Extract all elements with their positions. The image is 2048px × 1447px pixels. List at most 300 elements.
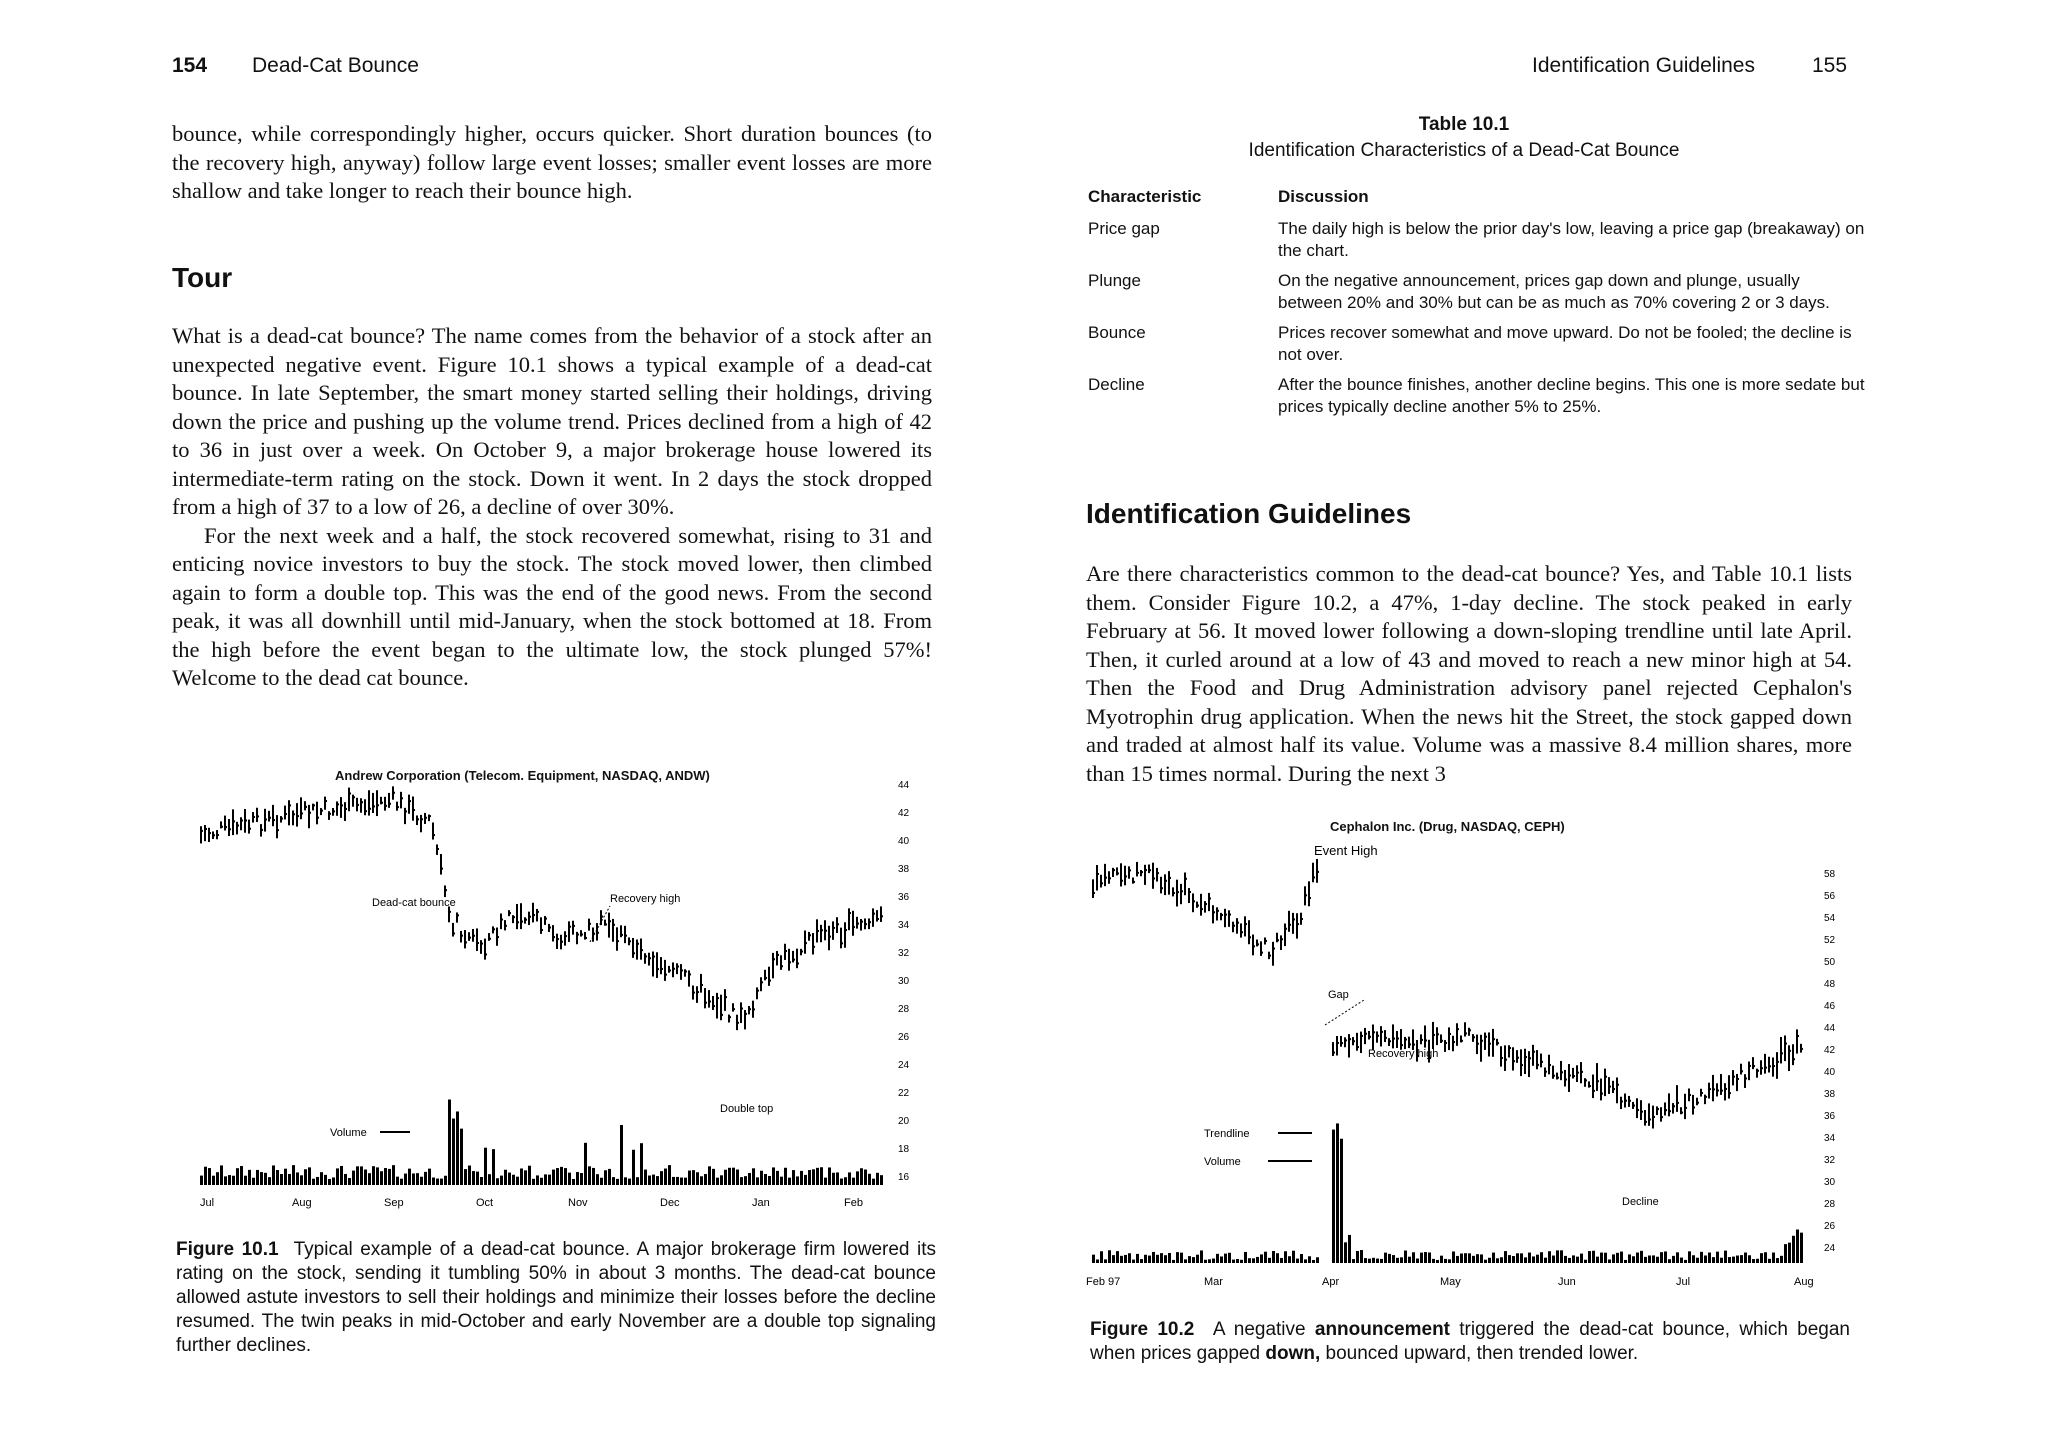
volume-bar bbox=[368, 1173, 371, 1185]
price-close-tick bbox=[1128, 869, 1131, 871]
price-close-tick bbox=[1092, 892, 1095, 894]
price-close-tick bbox=[296, 815, 299, 817]
price-bar bbox=[1636, 1098, 1638, 1118]
price-bar bbox=[348, 788, 350, 812]
volume-bar bbox=[1248, 1258, 1251, 1263]
price-bar bbox=[1568, 1064, 1570, 1092]
price-close-tick bbox=[1332, 1052, 1335, 1054]
table-cell-characteristic: Bounce bbox=[1088, 323, 1146, 342]
price-close-tick bbox=[1552, 1075, 1555, 1077]
price-close-tick bbox=[1164, 880, 1167, 882]
price-close-tick bbox=[416, 818, 419, 820]
price-close-tick bbox=[1596, 1080, 1599, 1082]
price-bar bbox=[652, 952, 654, 977]
volume-bar bbox=[1264, 1252, 1267, 1263]
volume-bar bbox=[1516, 1253, 1519, 1263]
price-bar bbox=[664, 960, 666, 981]
price-bar bbox=[1220, 913, 1222, 920]
price-bar bbox=[744, 1010, 746, 1029]
price-close-tick bbox=[1136, 872, 1139, 874]
volume-bar bbox=[740, 1177, 743, 1185]
volume-bar bbox=[1448, 1259, 1451, 1263]
price-bar bbox=[680, 964, 682, 980]
volume-bar bbox=[496, 1178, 499, 1185]
price-bar bbox=[292, 810, 294, 825]
annotation-event-high-label: Event High bbox=[1314, 843, 1378, 858]
volume-bar bbox=[232, 1176, 235, 1185]
price-close-tick bbox=[600, 916, 603, 918]
price-close-tick bbox=[404, 810, 407, 812]
volume-bar bbox=[620, 1125, 623, 1185]
price-close-tick bbox=[1112, 869, 1115, 871]
volume-bar bbox=[1356, 1251, 1359, 1263]
price-bar bbox=[1376, 1031, 1378, 1042]
volume-bar bbox=[1632, 1256, 1635, 1263]
price-bar bbox=[1184, 873, 1186, 896]
volume-bar bbox=[464, 1169, 467, 1185]
annotation-double-top-label: Double top bbox=[720, 1103, 774, 1115]
price-bar bbox=[1560, 1061, 1562, 1080]
price-bar bbox=[820, 925, 822, 942]
price-close-tick bbox=[1724, 1088, 1727, 1090]
volume-bar bbox=[708, 1166, 711, 1185]
price-bar bbox=[404, 808, 406, 824]
table-header-row bbox=[1088, 186, 1868, 218]
volume-bar bbox=[1180, 1253, 1183, 1263]
axis-tick-label: 30 bbox=[898, 976, 910, 987]
price-bar bbox=[640, 939, 642, 960]
volume-bar bbox=[1604, 1253, 1607, 1263]
price-close-tick bbox=[712, 1005, 715, 1007]
volume-bar bbox=[336, 1168, 339, 1185]
price-bar bbox=[1216, 907, 1218, 920]
price-close-tick bbox=[1716, 1090, 1719, 1092]
volume-bar bbox=[344, 1174, 347, 1185]
axis-tick-label: 26 bbox=[1824, 1221, 1836, 1232]
volume-bar bbox=[1184, 1259, 1187, 1263]
price-close-tick bbox=[1404, 1039, 1407, 1041]
price-close-tick bbox=[452, 932, 455, 934]
volume-bars bbox=[200, 1100, 883, 1185]
price-bar bbox=[1120, 863, 1122, 886]
price-close-tick bbox=[1476, 1043, 1479, 1045]
price-bar bbox=[868, 918, 870, 929]
price-bar bbox=[672, 962, 674, 977]
price-bar bbox=[760, 977, 762, 991]
price-close-tick bbox=[1632, 1105, 1635, 1107]
volume-bar bbox=[328, 1179, 331, 1185]
price-bar bbox=[1708, 1083, 1710, 1099]
price-close-tick bbox=[588, 923, 591, 925]
volume-bar bbox=[688, 1171, 691, 1185]
price-close-tick bbox=[652, 956, 655, 958]
price-close-tick bbox=[248, 828, 251, 830]
price-bar bbox=[1380, 1026, 1382, 1046]
price-close-tick bbox=[776, 954, 779, 956]
price-bar bbox=[1296, 913, 1298, 938]
price-bar bbox=[828, 926, 830, 950]
volume-bar bbox=[692, 1170, 695, 1185]
price-close-tick bbox=[1184, 878, 1187, 880]
volume-bar bbox=[532, 1179, 535, 1185]
price-close-tick bbox=[1124, 875, 1127, 877]
price-close-tick bbox=[1504, 1059, 1507, 1061]
price-close-tick bbox=[1648, 1118, 1651, 1120]
axis-tick-label: 26 bbox=[898, 1032, 910, 1043]
price-close-tick bbox=[1560, 1071, 1563, 1073]
volume-bar bbox=[412, 1173, 415, 1185]
price-close-tick bbox=[1540, 1061, 1543, 1063]
volume-bar bbox=[1784, 1244, 1787, 1263]
price-bar bbox=[1204, 901, 1206, 913]
price-close-tick bbox=[668, 969, 671, 971]
volume-bar bbox=[1772, 1253, 1775, 1263]
caption-text: triggered the dead-cat bounce, which began when prices gapped bbox=[1090, 1319, 1850, 1364]
price-close-tick bbox=[344, 808, 347, 810]
volume-bar bbox=[704, 1174, 707, 1185]
price-bar bbox=[872, 908, 874, 926]
price-close-tick bbox=[460, 935, 463, 937]
price-bar bbox=[776, 951, 778, 965]
price-bar bbox=[1400, 1029, 1402, 1050]
price-close-tick bbox=[340, 804, 343, 806]
volume-bar bbox=[680, 1178, 683, 1185]
price-close-tick bbox=[864, 923, 867, 925]
volume-bar bbox=[1300, 1254, 1303, 1263]
price-close-tick bbox=[1520, 1064, 1523, 1066]
price-bar bbox=[456, 912, 458, 922]
price-bar bbox=[296, 803, 298, 826]
price-close-tick bbox=[1768, 1065, 1771, 1067]
price-close-tick bbox=[1656, 1108, 1659, 1110]
price-close-tick bbox=[844, 929, 847, 931]
volume-bar bbox=[580, 1173, 583, 1185]
price-close-tick bbox=[560, 941, 563, 943]
volume-bar bbox=[1752, 1259, 1755, 1263]
price-close-tick bbox=[768, 980, 771, 982]
price-close-tick bbox=[656, 968, 659, 970]
price-bar bbox=[440, 854, 442, 875]
price-close-tick bbox=[1800, 1048, 1803, 1050]
table-row bbox=[1088, 374, 1868, 426]
caption-label: Figure 10.1 bbox=[176, 1239, 279, 1260]
volume-bar bbox=[660, 1171, 663, 1185]
price-close-tick bbox=[456, 914, 459, 916]
volume-bar bbox=[492, 1149, 495, 1185]
price-bar bbox=[1740, 1064, 1742, 1075]
volume-bar bbox=[440, 1179, 443, 1185]
volume-bar bbox=[1168, 1253, 1171, 1263]
axis-tick-label: 44 bbox=[898, 780, 910, 791]
price-bar bbox=[1676, 1085, 1678, 1112]
price-close-tick bbox=[1364, 1033, 1367, 1035]
volume-bar bbox=[1304, 1259, 1307, 1263]
price-close-tick bbox=[1456, 1028, 1459, 1030]
price-bar bbox=[1364, 1028, 1366, 1044]
price-close-tick bbox=[496, 936, 499, 938]
price-bar bbox=[480, 940, 482, 954]
volume-bar bbox=[1508, 1255, 1511, 1263]
price-bar bbox=[1776, 1052, 1778, 1079]
table-header-discussion: Discussion bbox=[1278, 187, 1369, 206]
price-close-tick bbox=[820, 929, 823, 931]
volume-bar bbox=[1656, 1257, 1659, 1263]
volume-bar bbox=[1244, 1252, 1247, 1263]
volume-bar bbox=[1680, 1258, 1683, 1263]
price-bar bbox=[1640, 1100, 1642, 1120]
volume-bar bbox=[1764, 1252, 1767, 1263]
volume-bar bbox=[1312, 1260, 1315, 1263]
price-bar bbox=[1212, 905, 1214, 923]
price-bar bbox=[324, 797, 326, 810]
volume-bar bbox=[456, 1111, 459, 1185]
price-close-tick bbox=[1308, 897, 1311, 899]
price-close-tick bbox=[1172, 892, 1175, 894]
volume-bar bbox=[256, 1170, 259, 1185]
price-close-tick bbox=[1148, 869, 1151, 871]
volume-bar bbox=[624, 1177, 627, 1185]
volume-bar bbox=[272, 1165, 275, 1185]
price-close-tick bbox=[1472, 1036, 1475, 1038]
price-close-tick bbox=[700, 984, 703, 986]
price-close-tick bbox=[508, 912, 511, 914]
volume-bar bbox=[1520, 1253, 1523, 1263]
volume-bar bbox=[1500, 1257, 1503, 1263]
price-close-tick bbox=[732, 1008, 735, 1010]
price-close-tick bbox=[420, 818, 423, 820]
price-bar bbox=[200, 826, 202, 843]
price-close-tick bbox=[1712, 1088, 1715, 1090]
price-close-tick bbox=[1292, 918, 1295, 920]
price-bar bbox=[1192, 893, 1194, 912]
price-close-tick bbox=[696, 991, 699, 993]
price-bar bbox=[204, 825, 206, 841]
price-close-tick bbox=[484, 953, 487, 955]
volume-bar bbox=[1464, 1253, 1467, 1263]
volume-bar bbox=[808, 1170, 811, 1185]
price-close-tick bbox=[356, 804, 359, 806]
price-bar bbox=[1656, 1106, 1658, 1115]
price-bar bbox=[1596, 1063, 1598, 1091]
price-close-tick bbox=[1664, 1109, 1667, 1111]
price-close-tick bbox=[1608, 1086, 1611, 1088]
volume-bar bbox=[1212, 1259, 1215, 1263]
price-close-tick bbox=[1736, 1078, 1739, 1080]
price-close-tick bbox=[1464, 1032, 1467, 1034]
volume-bar bbox=[1384, 1253, 1387, 1263]
volume-bar bbox=[1568, 1258, 1571, 1263]
price-bar bbox=[1672, 1103, 1674, 1113]
volume-bar bbox=[1392, 1255, 1395, 1263]
volume-bar bbox=[720, 1175, 723, 1185]
price-bar bbox=[1788, 1045, 1790, 1071]
volume-bar bbox=[200, 1176, 203, 1185]
price-bar bbox=[1224, 909, 1226, 927]
price-bar bbox=[1644, 1110, 1646, 1126]
price-close-tick bbox=[1144, 869, 1147, 871]
price-close-tick bbox=[1572, 1075, 1575, 1077]
price-bar bbox=[500, 913, 502, 929]
price-bar bbox=[1744, 1074, 1746, 1088]
price-close-tick bbox=[788, 961, 791, 963]
volume-bar bbox=[632, 1150, 635, 1185]
price-close-tick bbox=[1156, 872, 1159, 874]
price-close-tick bbox=[276, 829, 279, 831]
price-close-tick bbox=[640, 949, 643, 951]
axis-tick-label: 54 bbox=[1824, 913, 1836, 924]
volume-bar bbox=[1144, 1255, 1147, 1263]
volume-bar bbox=[1240, 1260, 1243, 1263]
price-close-tick bbox=[1264, 940, 1267, 942]
volume-bar bbox=[1104, 1259, 1107, 1263]
price-bar bbox=[520, 903, 522, 929]
volume-bar bbox=[396, 1177, 399, 1185]
volume-bar bbox=[836, 1172, 839, 1185]
price-close-tick bbox=[752, 1008, 755, 1010]
price-close-tick bbox=[612, 924, 615, 926]
volume-bar bbox=[340, 1166, 343, 1185]
price-bar bbox=[468, 932, 470, 941]
volume-bar bbox=[296, 1172, 299, 1185]
price-close-tick bbox=[300, 812, 303, 814]
volume-bar bbox=[468, 1166, 471, 1185]
price-close-tick bbox=[400, 797, 403, 799]
volume-bar bbox=[1744, 1253, 1747, 1263]
price-close-tick bbox=[304, 806, 307, 808]
price-close-tick bbox=[1096, 873, 1099, 875]
price-bar bbox=[1144, 865, 1146, 885]
price-close-tick bbox=[836, 923, 839, 925]
price-bar bbox=[268, 811, 270, 822]
volume-bar bbox=[216, 1172, 219, 1185]
price-close-tick bbox=[1732, 1076, 1735, 1078]
price-bar bbox=[608, 913, 610, 938]
characteristics-table bbox=[1088, 186, 1868, 426]
price-bar bbox=[676, 963, 678, 974]
price-close-tick bbox=[372, 805, 375, 807]
price-close-tick bbox=[688, 973, 691, 975]
volume-bar bbox=[676, 1177, 679, 1185]
volume-bar bbox=[276, 1170, 279, 1185]
price-bar bbox=[612, 919, 614, 942]
price-close-tick bbox=[1260, 952, 1263, 954]
annotation-recovery bbox=[590, 893, 680, 942]
volume-bar bbox=[1432, 1259, 1435, 1263]
annotation-recovery-label: Recovery high bbox=[610, 893, 681, 905]
price-close-tick bbox=[1496, 1042, 1499, 1044]
volume-bar bbox=[844, 1177, 847, 1185]
price-close-tick bbox=[1344, 1039, 1347, 1041]
axis-tick-label: 32 bbox=[898, 948, 910, 959]
volume-bar bbox=[1552, 1256, 1555, 1263]
volume-bar bbox=[472, 1171, 475, 1185]
price-close-tick bbox=[432, 834, 435, 836]
price-close-tick bbox=[684, 970, 687, 972]
volume-bar bbox=[1396, 1258, 1399, 1263]
volume-bar bbox=[1484, 1260, 1487, 1263]
volume-bar bbox=[1284, 1251, 1287, 1263]
price-close-tick bbox=[1480, 1040, 1483, 1042]
volume-bar bbox=[1236, 1259, 1239, 1263]
volume-bar bbox=[716, 1178, 719, 1185]
price-bar bbox=[740, 1002, 742, 1023]
table-row bbox=[1088, 218, 1868, 270]
volume-bar bbox=[748, 1173, 751, 1185]
price-close-tick bbox=[424, 817, 427, 819]
volume-bar bbox=[1452, 1251, 1455, 1263]
section-heading-tour: Tour bbox=[172, 262, 233, 293]
price-bar bbox=[1664, 1102, 1666, 1115]
volume-bar bbox=[1156, 1255, 1159, 1263]
price-close-tick bbox=[256, 815, 259, 817]
price-close-tick bbox=[860, 921, 863, 923]
volume-bar bbox=[1672, 1256, 1675, 1263]
volume-bar bbox=[1204, 1260, 1207, 1263]
price-bar bbox=[644, 953, 646, 964]
volume-bar bbox=[1280, 1258, 1283, 1263]
price-close-tick bbox=[840, 942, 843, 944]
price-bar bbox=[1200, 894, 1202, 916]
volume-bar bbox=[1780, 1256, 1783, 1263]
price-bar bbox=[796, 949, 798, 969]
price-bar bbox=[696, 986, 698, 1003]
volume-bar bbox=[1776, 1258, 1779, 1263]
price-close-tick bbox=[428, 815, 431, 817]
price-close-tick bbox=[364, 810, 367, 812]
price-bar bbox=[364, 799, 366, 815]
x-axis-months bbox=[1086, 1276, 1814, 1288]
volume-bar bbox=[1624, 1260, 1627, 1263]
price-bar bbox=[756, 987, 758, 999]
price-bar bbox=[1592, 1075, 1594, 1099]
price-bar bbox=[1344, 1037, 1346, 1047]
volume-bar bbox=[1564, 1256, 1567, 1263]
price-close-tick bbox=[704, 1002, 707, 1004]
price-close-tick bbox=[1512, 1060, 1515, 1062]
price-close-tick bbox=[1356, 1046, 1359, 1048]
table-row bbox=[1088, 270, 1868, 322]
volume-bar bbox=[612, 1177, 615, 1185]
caption-bold: announcement bbox=[1314, 1319, 1450, 1340]
volume-bars bbox=[1092, 1123, 1803, 1263]
price-close-tick bbox=[1452, 1041, 1455, 1043]
price-bar bbox=[328, 811, 330, 820]
volume-bar bbox=[324, 1175, 327, 1185]
volume-bar bbox=[876, 1173, 879, 1185]
volume-bar bbox=[1216, 1254, 1219, 1263]
price-bar bbox=[1500, 1046, 1502, 1066]
price-close-tick bbox=[1536, 1064, 1539, 1066]
price-bars bbox=[200, 786, 883, 1030]
price-close-tick bbox=[1224, 914, 1227, 916]
price-bar bbox=[1336, 1036, 1338, 1055]
price-bar bbox=[1136, 862, 1138, 877]
price-close-tick bbox=[1220, 914, 1223, 916]
price-bar bbox=[208, 828, 210, 842]
volume-bar bbox=[260, 1172, 263, 1185]
price-close-tick bbox=[464, 941, 467, 943]
volume-bar bbox=[332, 1177, 335, 1185]
volume-bar bbox=[312, 1179, 315, 1185]
price-bar bbox=[1096, 865, 1098, 890]
price-close-tick bbox=[544, 918, 547, 920]
price-close-tick bbox=[1788, 1050, 1791, 1052]
volume-bar bbox=[1360, 1250, 1363, 1263]
volume-bar bbox=[1220, 1256, 1223, 1263]
volume-bar bbox=[1676, 1252, 1679, 1263]
price-close-tick bbox=[1584, 1079, 1587, 1081]
price-bar bbox=[1208, 893, 1210, 911]
